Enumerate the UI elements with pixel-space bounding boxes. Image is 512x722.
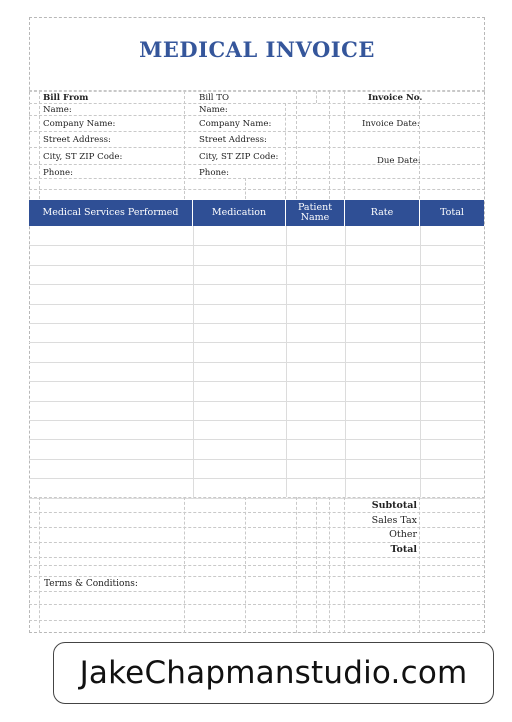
- col-header-patient-name: Patient Name: [286, 200, 345, 226]
- bill-from-company-label: Company Name:: [43, 119, 116, 129]
- bill-from-heading: Bill From: [43, 93, 89, 103]
- table-row: [29, 284, 484, 285]
- table-row: [29, 245, 484, 246]
- bill-to-street-label: Street Address:: [199, 135, 267, 145]
- bill-to-city-label: City, ST ZIP Code:: [199, 152, 279, 162]
- grid-line: [29, 591, 485, 592]
- col-header-medication: Medication: [193, 200, 286, 226]
- bill-from-street-label: Street Address:: [43, 135, 111, 145]
- grid-line: [29, 512, 485, 513]
- table-row: [29, 342, 484, 343]
- services-table-header: [29, 200, 484, 226]
- table-row: [29, 381, 484, 382]
- grid-line: [29, 103, 485, 104]
- grid-line: [29, 131, 485, 132]
- grid-line: [344, 497, 345, 633]
- grid-line: [329, 497, 330, 633]
- grid-line: [419, 91, 420, 199]
- due-date-label: Due Date:: [377, 156, 421, 166]
- grid-line: [29, 604, 485, 605]
- grid-line: [245, 497, 246, 633]
- col-header-total: Total: [440, 207, 464, 218]
- grid-line: [29, 147, 485, 148]
- invoice-date-label: Invoice Date:: [362, 119, 420, 129]
- bill-to-company-label: Company Name:: [199, 119, 272, 129]
- grid-line: [184, 91, 185, 199]
- table-column-divider: [193, 226, 194, 497]
- total-label: Total: [390, 544, 417, 555]
- grid-line: [29, 565, 485, 566]
- grid-line: [316, 91, 317, 103]
- invoice-no-label: Invoice No.: [368, 93, 423, 103]
- title-area: [29, 17, 485, 91]
- grid-line: [29, 497, 485, 498]
- grid-line: [39, 91, 40, 199]
- site-watermark: JakeChapmanstudio.com: [53, 642, 494, 704]
- table-row: [29, 265, 484, 266]
- grid-line: [29, 576, 485, 577]
- grid-line: [29, 189, 485, 190]
- table-column-divider: [286, 226, 287, 497]
- grid-line: [296, 497, 297, 633]
- table-row: [29, 420, 484, 421]
- grid-line: [29, 91, 485, 92]
- grid-line: [39, 497, 40, 633]
- grid-line: [29, 115, 485, 116]
- table-column-divider: [345, 226, 346, 497]
- bill-to-phone-label: Phone:: [199, 168, 230, 178]
- table-row: [29, 478, 484, 479]
- table-row: [29, 304, 484, 305]
- grid-line: [344, 91, 345, 199]
- grid-line: [316, 497, 317, 633]
- col-header-services: Medical Services Performed: [29, 200, 193, 226]
- bill-to-heading: Bill TO: [199, 93, 230, 103]
- other-label: Other: [389, 529, 417, 540]
- grid-line: [329, 91, 330, 199]
- bill-from-city-label: City, ST ZIP Code:: [43, 152, 123, 162]
- bill-from-name-label: Name:: [43, 105, 72, 115]
- grid-line: [29, 527, 485, 528]
- table-row: [29, 459, 484, 460]
- grid-line: [296, 91, 297, 199]
- invoice-sheet: [29, 17, 485, 633]
- grid-line: [184, 497, 185, 633]
- grid-line: [29, 542, 485, 543]
- table-column-divider: [420, 226, 421, 497]
- subtotal-label: Subtotal: [371, 500, 417, 511]
- grid-line: [419, 497, 420, 633]
- invoice-title: MEDICAL INVOICE: [139, 37, 375, 62]
- grid-line: [285, 103, 286, 199]
- grid-line: [29, 620, 485, 621]
- grid-line: [29, 178, 485, 179]
- col-header-rate: Rate: [345, 200, 420, 226]
- table-row: [29, 323, 484, 324]
- table-row: [29, 439, 484, 440]
- terms-conditions-label: Terms & Conditions:: [44, 579, 138, 589]
- bill-from-phone-label: Phone:: [43, 168, 74, 178]
- table-row: [29, 362, 484, 363]
- grid-line: [245, 178, 246, 199]
- table-row: [29, 401, 484, 402]
- grid-line: [29, 557, 485, 558]
- sales-tax-label: Sales Tax: [371, 515, 417, 526]
- bill-to-name-label: Name:: [199, 105, 228, 115]
